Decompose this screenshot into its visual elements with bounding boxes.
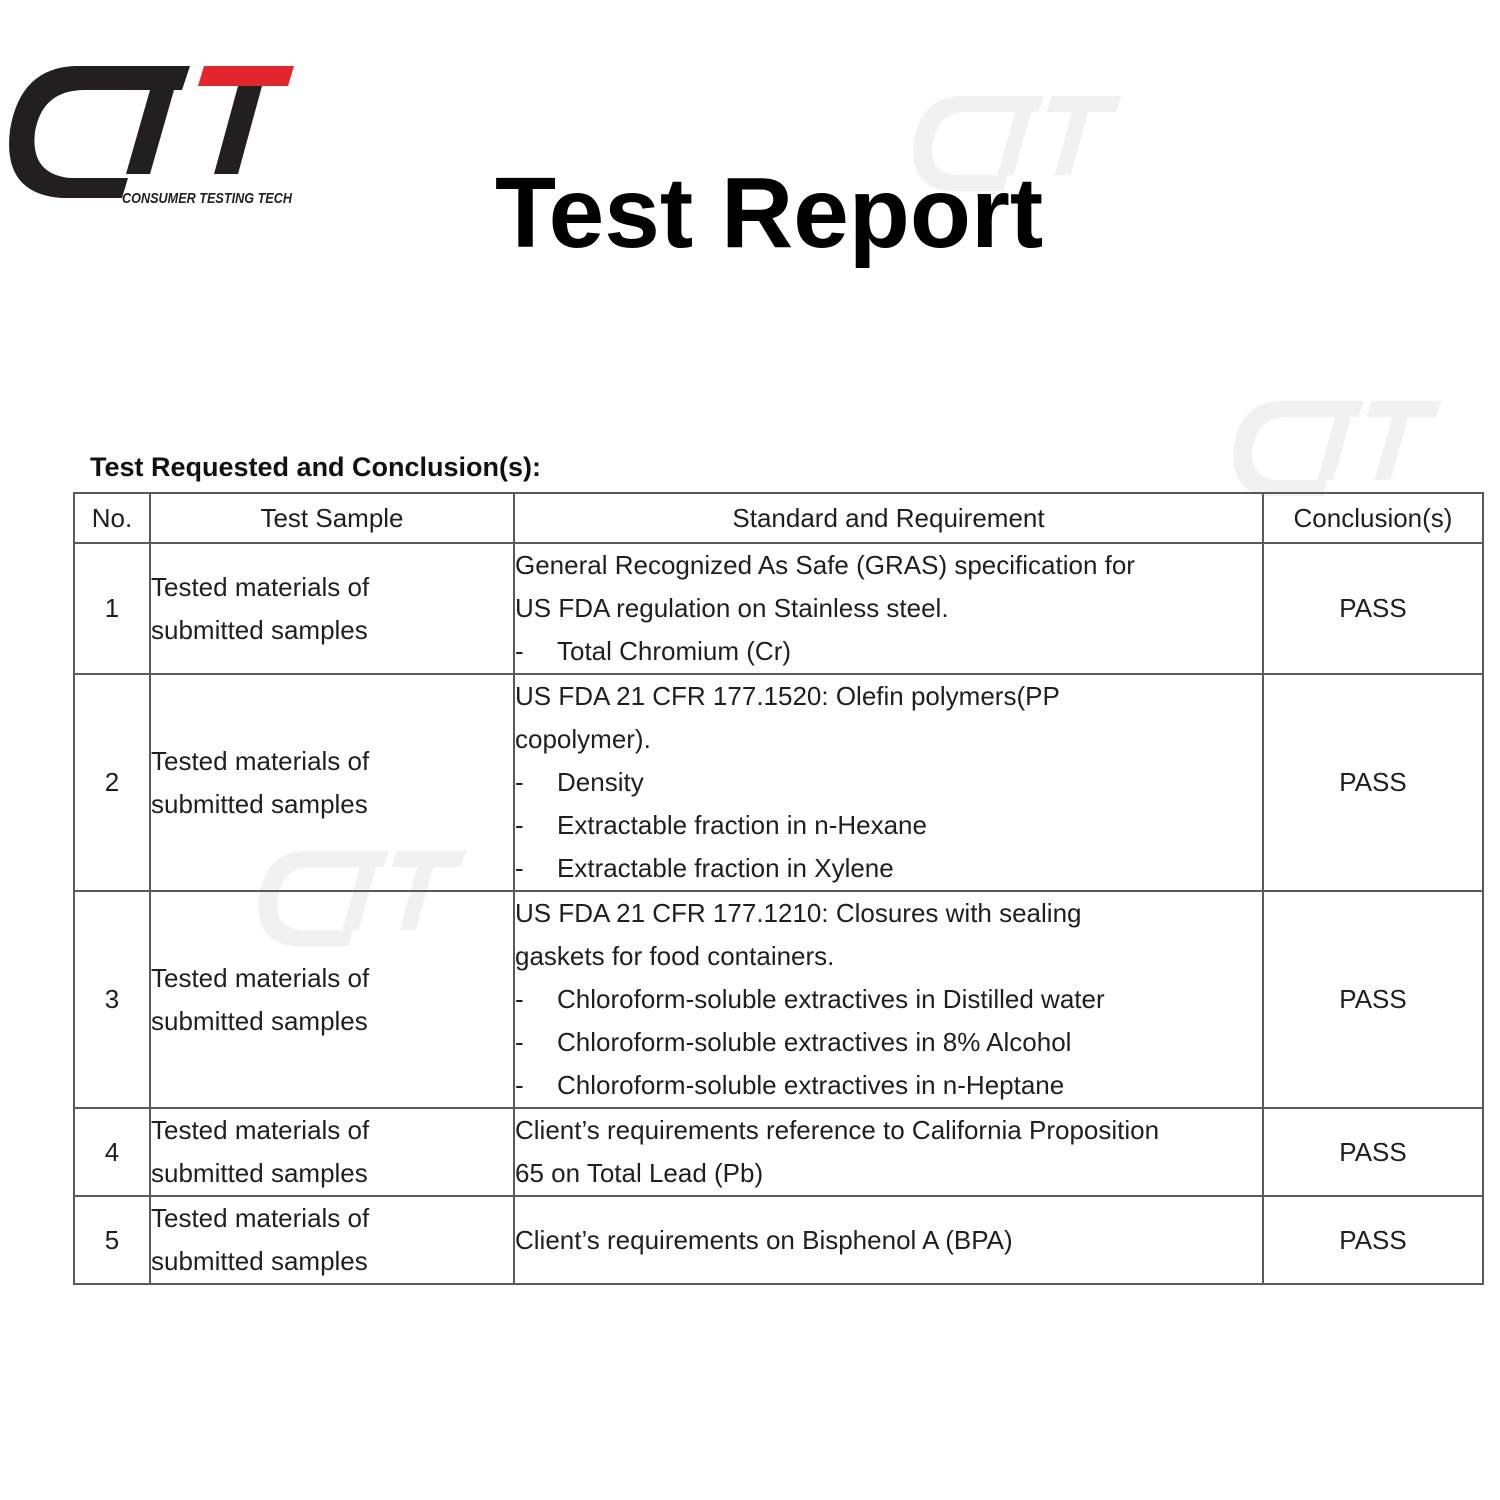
bullet-dash: - [515,1027,524,1057]
sample-text: submitted samples [151,788,368,819]
requirement-text: Chloroform-soluble extractives in 8% Alcohol [557,1027,1072,1057]
standard-text: General Recognized As Safe (GRAS) specification for [515,550,1135,580]
standard-text: Client’s requirements on Bisphenol A (BPA) [515,1224,1013,1255]
sample-text: Tested materials of [151,1203,370,1233]
sample-text: submitted samples [151,614,368,645]
ctt-logo [0,60,300,210]
requirement-item [515,1021,1262,1064]
logo-accent-bar [198,66,294,86]
row-number: 3 [74,891,150,1108]
section-heading: Test Requested and Conclusion(s): [90,452,542,482]
watermark-logo [1225,395,1445,505]
requirement-text: Density [557,767,644,797]
standard-cell [514,891,1263,1108]
sample-text: submitted samples [151,1246,368,1276]
requirement-item [515,804,1262,847]
standard-text: 65 on Total Lead (Pb) [515,1158,764,1188]
row-number: 2 [74,674,150,891]
requirement-text: Extractable fraction in Xylene [557,853,894,883]
table-row [74,543,1483,674]
logo-letter-t1 [126,90,174,174]
test-sample-cell [150,1196,514,1284]
conclusion-cell: PASS [1263,1108,1483,1196]
table-row [74,1196,1483,1284]
sample-text: Tested materials of [151,571,370,602]
standard-text: US FDA regulation on Stainless steel. [515,593,949,623]
logo-letter-t2 [214,86,262,174]
standard-cell [514,543,1263,674]
test-sample-cell [150,543,514,674]
logo-tagline: CONSUMER TESTING TECH [122,190,293,207]
requirement-item [515,978,1262,1021]
column-header-conclusion: Conclusion(s) [1263,493,1483,543]
sample-text: Tested materials of [151,745,370,776]
bullet-dash: - [515,810,524,840]
requirement-text: Chloroform-soluble extractives in n-Heptane [557,1070,1065,1100]
bullet-dash: - [515,853,524,883]
requirement-text: Extractable fraction in n-Hexane [557,810,927,840]
column-header-sample: Test Sample [150,493,514,543]
sample-text: submitted samples [151,1158,368,1188]
sample-text: Tested materials of [151,1115,370,1145]
page-title: Test Report [495,157,1044,269]
requirement-item [515,1064,1262,1107]
requirement-text: Total Chromium (Cr) [557,636,792,666]
results-table [73,492,1484,1285]
column-header-no: No. [74,493,150,543]
table-row [74,891,1483,1108]
requirement-text: Chloroform-soluble extractives in Distilled water [557,984,1105,1014]
conclusion-cell: PASS [1263,543,1483,674]
table-header-row [74,493,1483,543]
standard-cell [514,674,1263,891]
sample-text: submitted samples [151,1005,368,1036]
standard-text: US FDA 21 CFR 177.1520: Olefin polymers(PP [515,681,1060,711]
table-row [74,674,1483,891]
test-sample-cell [150,674,514,891]
row-number: 4 [74,1108,150,1196]
table-row [74,1108,1483,1196]
bullet-dash: - [515,767,524,797]
bullet-dash: - [515,984,524,1014]
sample-text: Tested materials of [151,962,370,993]
requirement-item [515,630,1262,673]
standard-text: Client’s requirements reference to California Proposition [515,1115,1160,1145]
requirement-item [515,847,1262,890]
test-sample-cell [150,891,514,1108]
standard-cell [514,1108,1263,1196]
test-sample-cell [150,1108,514,1196]
conclusion-cell: PASS [1263,1196,1483,1284]
column-header-standard: Standard and Requirement [514,493,1263,543]
standard-text: US FDA 21 CFR 177.1210: Closures with sealing [515,898,1082,928]
conclusion-cell: PASS [1263,674,1483,891]
row-number: 5 [74,1196,150,1284]
conclusion-cell: PASS [1263,891,1483,1108]
standard-text: gaskets for food containers. [515,941,835,971]
requirement-item [515,761,1262,804]
standard-cell [514,1196,1263,1284]
bullet-dash: - [515,1070,524,1100]
bullet-dash: - [515,636,524,666]
logo-letter-c [9,66,190,198]
row-number: 1 [74,543,150,674]
standard-text: copolymer). [515,724,651,754]
